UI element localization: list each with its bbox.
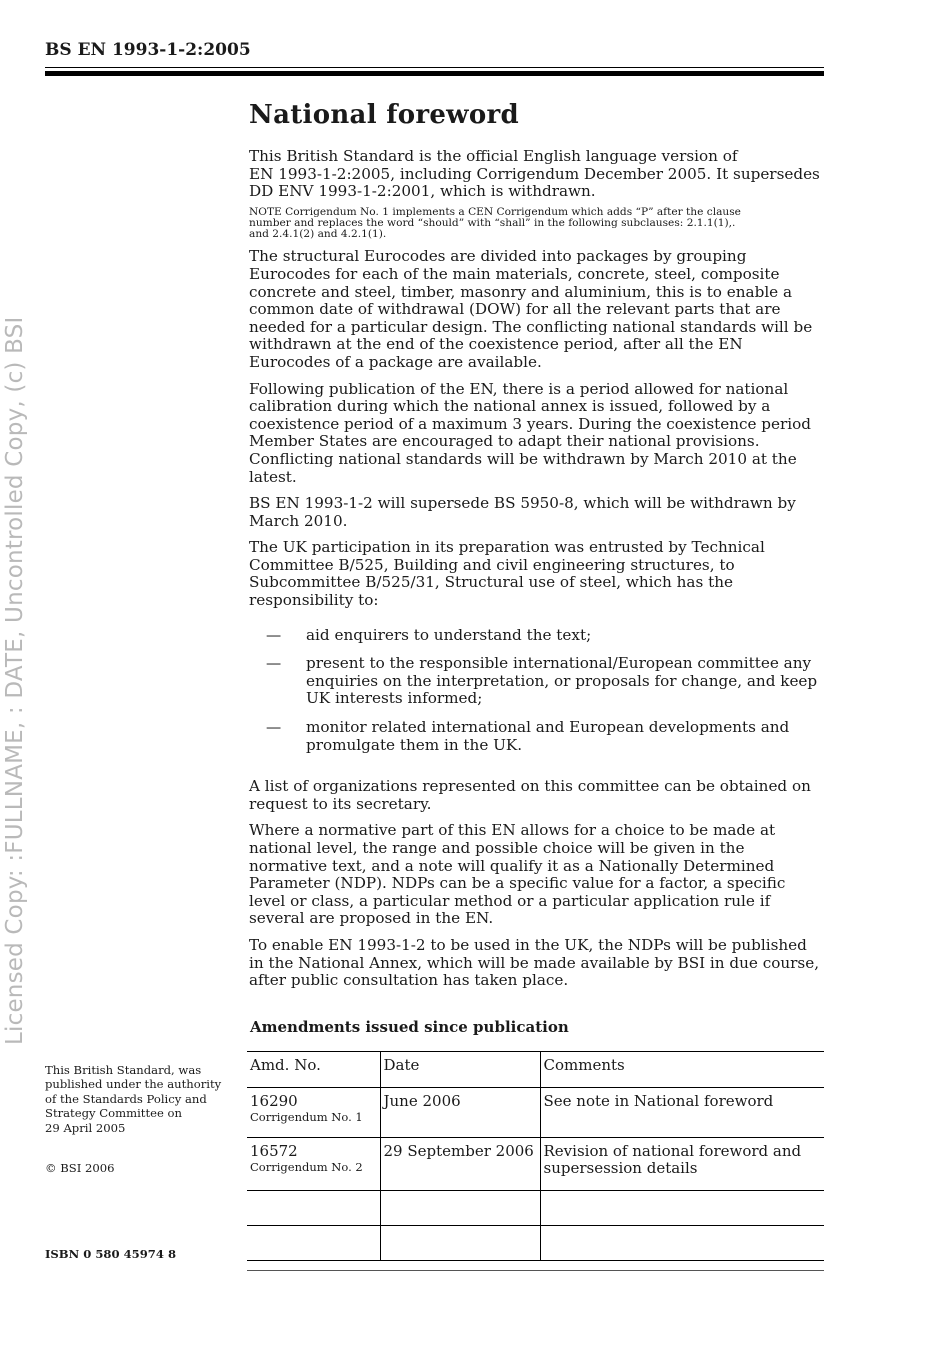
intro-line: EN 1993-1-2:2005, including Corrigendum December 2005. It supersedes: [249, 164, 820, 183]
intro-line: DD ENV 1993-1-2:2001, which is withdrawn.: [249, 182, 596, 201]
empty-cell: [540, 1191, 824, 1226]
empty-cell: [247, 1191, 380, 1226]
publication-authority: [45, 1063, 235, 1135]
column-header: Amd. No.: [247, 1052, 380, 1088]
enable-paragraph: To enable EN 1993-1-2 to be used in the UK, the NDPs will be published in the National Annex, which will be made available by BSI in due course, after public consultation has taken place.: [249, 935, 820, 990]
document-id: BS EN 1993-1-2:2005: [45, 40, 251, 60]
isbn: ISBN 0 580 45974 8: [45, 1247, 177, 1261]
note-line: and 2.4.1(2) and 4.2.1(1).: [249, 228, 387, 241]
intro-paragraph: [249, 148, 824, 201]
date-cell: June 2006: [380, 1088, 540, 1138]
amd-number: 16290: [250, 1092, 298, 1110]
dash-marker: —: [266, 718, 282, 737]
intro-line: This British Standard is the official English language version of: [249, 147, 738, 165]
table-row-empty: [247, 1226, 824, 1261]
list-item-text: monitor related international and European developments and promulgate them in the UK.: [306, 718, 790, 754]
calibration-paragraph: Following publication of the EN, there is a period allowed for national calibration during which the national annex is issued, followed by a coexistence period of a maximum 3 years. During the coexistence period Member States are encouraged to adapt their national provisions. Conflicting national standards will be withdrawn by March 2010 at the latest.: [249, 379, 812, 486]
authority-line: of the Standards Policy and: [45, 1091, 207, 1106]
column-header: Date: [380, 1052, 540, 1088]
empty-cell: [380, 1226, 540, 1261]
corrigendum-note: [249, 207, 824, 241]
amd-no-cell: [247, 1138, 380, 1191]
list-item: [249, 655, 824, 708]
dash-marker: —: [266, 654, 282, 673]
amd-number: 16572: [250, 1142, 298, 1160]
empty-cell: [380, 1191, 540, 1226]
comments-cell: Revision of national foreword and supersession details: [540, 1138, 824, 1191]
empty-cell: [540, 1226, 824, 1261]
normative-paragraph: Where a normative part of this EN allows for a choice to be made at national level, the range and possible choice will be given in the normative text, and a note will qualify it as a Nationally Determined Parameter (NDP). NDPs can be a specific value for a factor, a specific level or class, a particular method or a particular application rule if several are proposed in the EN.: [249, 821, 786, 928]
copyright-notice: © BSI 2006: [45, 1161, 115, 1175]
page-title: National foreword: [249, 100, 519, 130]
list-item-text: aid enquirers to understand the text;: [306, 625, 592, 644]
header-rule-thick: [45, 71, 824, 76]
list-item: [249, 627, 824, 645]
note-line: number and replaces the word “should” with “shall” in the following subclauses: 2.1.1(1),.: [249, 216, 736, 229]
table-row: [247, 1088, 824, 1138]
header-rule-thin: [45, 67, 824, 68]
list-item: [249, 719, 824, 754]
uk-participation-paragraph: The UK participation in its preparation was entrusted by Technical Committee B/525, Building and civil engineering structures, to Subcommittee B/525/31, Structural use of steel, which has the responsibility to:: [249, 538, 765, 610]
note-line: NOTE Corrigendum No. 1 implements a CEN Corrigendum which adds “P” after the clause: [249, 205, 741, 218]
main-content: [249, 100, 824, 999]
table-row-empty: [247, 1191, 824, 1226]
amd-corrigendum: Corrigendum No. 1: [250, 1110, 363, 1124]
empty-cell: [247, 1226, 380, 1261]
authority-line: 29 April 2005: [45, 1120, 126, 1135]
license-watermark: Licensed Copy: :FULLNAME, : DATE, Uncontrolled Copy, (c) BSI: [2, 316, 28, 1045]
authority-line: published under the authority: [45, 1077, 222, 1092]
responsibility-list: [249, 627, 824, 755]
amendments-table: [247, 1051, 824, 1261]
column-header: Comments: [540, 1052, 824, 1088]
comments-cell: See note in National foreword: [540, 1088, 824, 1138]
organizations-paragraph: A list of organizations represented on this committee can be obtained on request to its secretary.: [249, 777, 811, 813]
amd-no-cell: [247, 1088, 380, 1138]
amendments-heading: Amendments issued since publication: [250, 1018, 569, 1036]
amd-corrigendum: Corrigendum No. 2: [250, 1160, 363, 1174]
date-cell: 29 September 2006: [380, 1138, 540, 1191]
table-header-row: [247, 1052, 824, 1088]
table-row: [247, 1138, 824, 1191]
authority-line: This British Standard, was: [45, 1063, 202, 1077]
supersede-paragraph: BS EN 1993-1-2 will supersede BS 5950-8, which will be withdrawn by March 2010.: [249, 494, 796, 530]
eurocodes-paragraph: The structural Eurocodes are divided into packages by grouping Eurocodes for each of the main materials, concrete, steel, composite concrete and steel, timber, masonry and aluminium, this is to enable a common date of withdrawal (DOW) for all the relevant parts that are needed for a particular design. The conflicting national standards will be withdrawn at the end of the coexistence period, after all the EN Eurocodes of a package are available.: [249, 247, 813, 371]
footer-rule: [247, 1270, 824, 1271]
list-item-text: present to the responsible international/European committee any enquiries on the interpretation, or proposals for change, and keep UK interests informed;: [306, 654, 818, 708]
authority-line: Strategy Committee on: [45, 1106, 182, 1121]
dash-marker: —: [266, 625, 282, 644]
